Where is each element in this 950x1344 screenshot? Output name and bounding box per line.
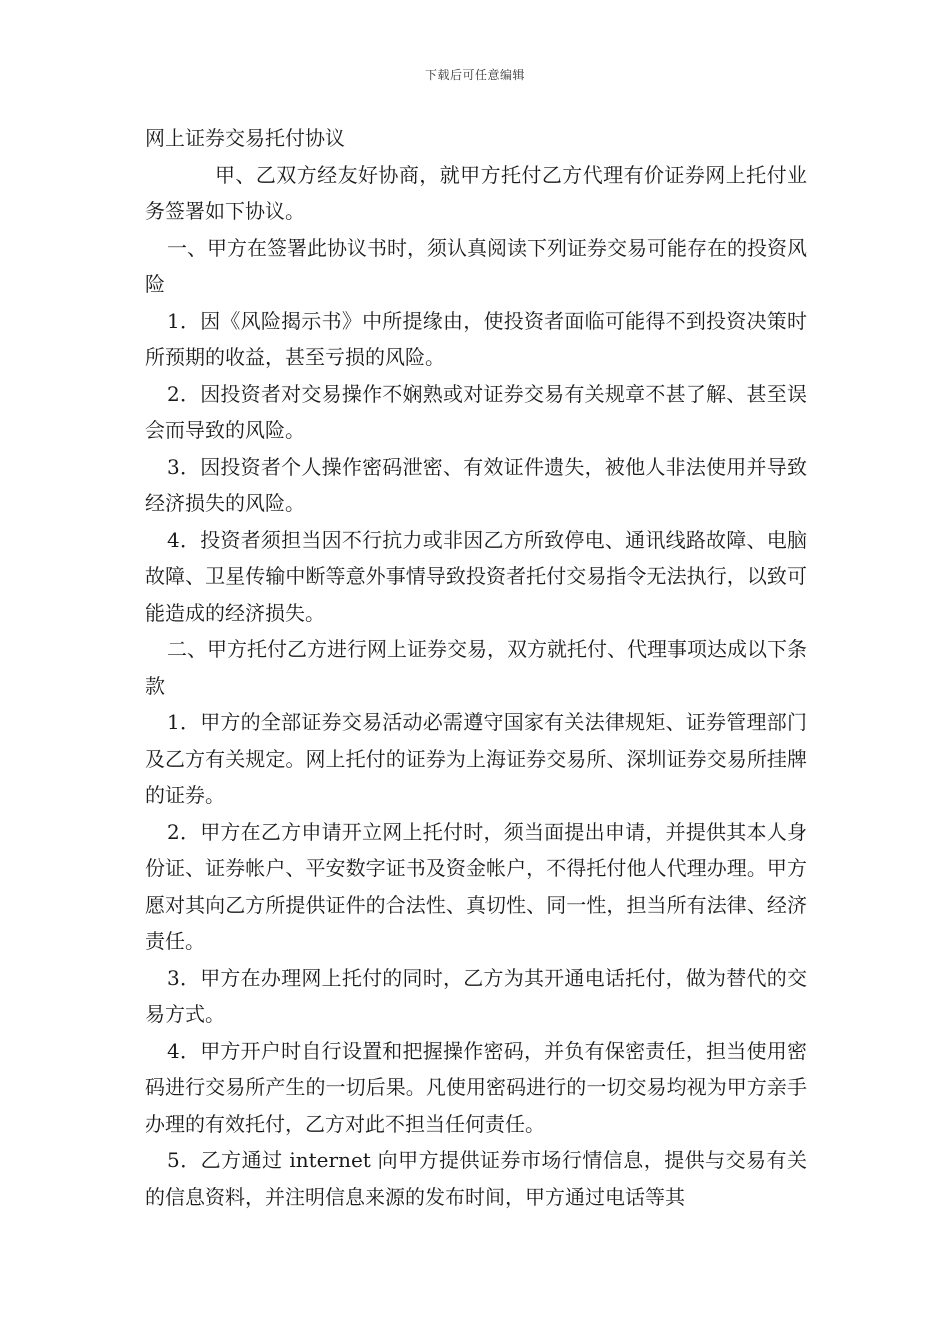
intro-paragraph: 甲、乙双方经友好协商，就甲方托付乙方代理有价证券网上托付业务签署如下协议。 xyxy=(145,162,807,223)
document-body xyxy=(145,120,807,1215)
section-2-item-1: 1．甲方的全部证券交易活动必需遵守国家有关法律规矩、证券管理部门及乙方有关规定。网上托付的证券为上海证券交易所、深圳证券交易所挂牌的证券。 xyxy=(145,710,807,807)
section-1-item-4: 4．投资者须担当因不行抗力或非因乙方所致停电、通讯线路故障、电脑故障、卫星传输中断等意外事情导致投资者托付交易指令无法执行，以致可能造成的经济损失。 xyxy=(145,527,807,625)
section-2-item-3: 3．甲方在办理网上托付的同时，乙方为其开通电话托付，做为替代的交易方式。 xyxy=(145,965,807,1026)
document-title: 网上证券交易托付协议 xyxy=(145,126,345,150)
section-1-item-2: 2．因投资者对交易操作不娴熟或对证券交易有关规章不甚了解、甚至误会而导致的风险。 xyxy=(145,381,807,442)
section-2-item-2: 2．甲方在乙方申请开立网上托付时，须当面提出申请，并提供其本人身份证、证券帐户、平安数字证书及资金帐户，不得托付他人代理办理。甲方愿对其向乙方所提供证件的合法性、真切性、同一性，担当所有法律、经济责任。 xyxy=(145,819,807,953)
section-2-item-4: 4．甲方开户时自行设置和把握操作密码，并负有保密责任，担当使用密码进行交易所产生的一切后果。凡使用密码进行的一切交易均视为甲方亲手办理的有效托付，乙方对此不担当任何责任。 xyxy=(145,1038,807,1136)
section-1-heading: 一、甲方在签署此协议书时，须认真阅读下列证券交易可能存在的投资风险 xyxy=(145,235,807,296)
section-1-item-1: 1．因《风险揭示书》中所提缘由，使投资者面临可能得不到投资决策时所预期的收益，甚至亏损的风险。 xyxy=(145,308,807,369)
section-1-item-3: 3．因投资者个人操作密码泄密、有效证件遗失，被他人非法使用并导致经济损失的风险。 xyxy=(145,454,807,515)
header-note: 下载后可任意编辑 xyxy=(424,68,525,82)
section-2-item-5: 5．乙方通过 internet 向甲方提供证券市场行情信息，提供与交易有关的信息资料，并注明信息来源的发布时间，甲方通过电话等其 xyxy=(145,1148,807,1209)
section-2-heading: 二、甲方托付乙方进行网上证券交易，双方就托付、代理事项达成以下条款 xyxy=(145,637,807,698)
